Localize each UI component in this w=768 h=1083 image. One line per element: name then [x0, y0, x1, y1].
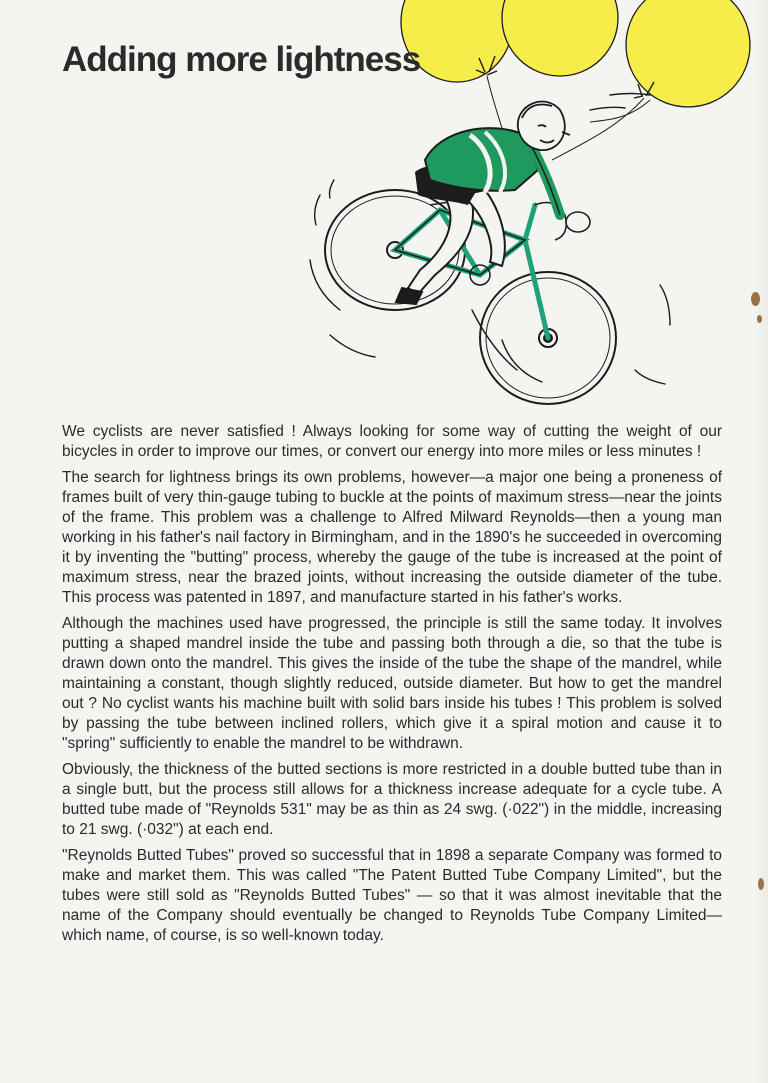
page-title: Adding more lightness — [62, 40, 421, 79]
cyclist-head — [518, 102, 570, 151]
balloons — [401, 0, 750, 107]
balloon-right — [626, 0, 750, 107]
paragraph-company: "Reynolds Butted Tubes" proved so successful that in 1898 a separate Company was formed to make and market them. This was called "The Patent Butted Tube Company Limited", but the tubes were still sold as "Reynolds Butted Tubes" — so that it was almost inevitable that the name of the Company should eventually be changed to Reynolds Tube Company Limited—which name, of course, is so well-known today. — [62, 847, 722, 944]
article-body — [62, 422, 722, 952]
balloon-middle — [502, 0, 618, 76]
paragraph-thickness: Obviously, the thickness of the butted sections is more restricted in a double butted tube than in a single butt, but the process still allows for a thickness increase adequate for a cycle tube. A butted tube made of "Reynolds 531" may be as thin as 24 swg. (·022") in the middle, increasing to 21 swg. (·032") at each end. — [62, 761, 722, 838]
paper-stain — [758, 878, 764, 890]
paragraph-process: Although the machines used have progressed, the principle is still the same today. It involves putting a shaped mandrel inside the tube and passing both through a die, so that the tube is drawn down onto the mandrel. This gives the inside of the tube the shape of the mandrel, while maintaining a constant, though slightly reduced, outside diameter. But how to get the mandrel out ? No cyclist wants his machine built with solid bars inside his tubes ! This problem is solved by passing the tube between inclined rollers, which give it a spiral motion and cause it to "spring" sufficiently to enable the mandrel to be withdrawn. — [62, 615, 722, 752]
paragraph-intro: We cyclists are never satisfied ! Always looking for some way of cutting the weight of our bicycles in order to improve our times, or convert our energy into more miles or less minutes ! — [62, 423, 722, 460]
paragraph-lightness: The search for lightness brings its own problems, however—a major one being a proneness of frames built of very thin-gauge tubing to buckle at the points of maximum stress—near the joints of the frame. This problem was a challenge to Alfred Milward Reynolds—then a young man working in his father's nail factory in Birmingham, and in the 1890's he succeeded in overcoming it by inventing the "butting" process, whereby the gauge of the tube is increased at the point of maximum stress, near the brazed joints, without increasing the outside diameter of the tube. This process was patented in 1897, and manufacture started in his father's works. — [62, 469, 722, 606]
